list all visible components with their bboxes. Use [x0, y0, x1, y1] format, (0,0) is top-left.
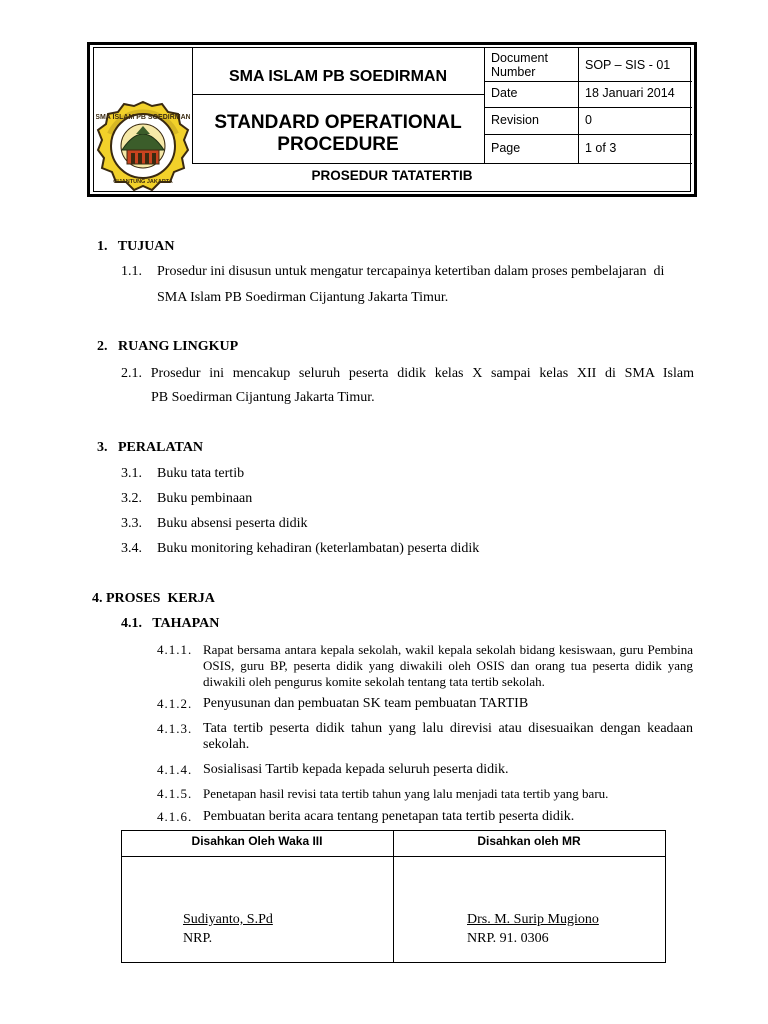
meta-value-page: 1 of 3	[585, 141, 617, 155]
step-4-1-6-text: Pembuatan berita acara tentang penetapan tata tertib peserta didik.	[203, 809, 575, 824]
section-1-1-text: Prosedur ini disusun untuk mengatur tercapainya ketertiban dalam proses pembelajaran di	[157, 264, 665, 279]
section-3-4-number: 3.4.	[121, 541, 142, 556]
step-4-1-4-number: 4.1.4.	[157, 762, 193, 777]
approval-right-header: Disahkan oleh MR	[477, 834, 581, 848]
section-3-1-text: Buku tata tertib	[157, 466, 245, 481]
section-3-3-number: 3.3.	[121, 516, 142, 531]
step-4-1-3-number: 4.1.3.	[157, 721, 193, 736]
section-2-1-text: 2.1. Prosedur ini mencakup seluruh peserta didik kelas X sampai kelas XII di SMA Islam	[121, 366, 694, 381]
approval-left-header: Disahkan Oleh Waka III	[191, 834, 323, 848]
section-3-1-number: 3.1.	[121, 466, 142, 481]
approval-right-signer-nrp: NRP. 91. 0306	[467, 931, 549, 946]
step-4-1-5-text: Penetapan hasil revisi tata tertib tahun yang lalu menjadi tata tertib yang baru.	[203, 786, 609, 801]
section-4-1-title: 4.1. TAHAPAN	[121, 616, 220, 631]
procedure-title: PROSEDUR TATATERTIB	[311, 168, 473, 183]
step-4-1-2-text: Penyusunan dan pembuatan SK team pembuatan TARTIB	[203, 696, 529, 711]
section-4-title: 4. PROSES KERJA	[92, 591, 215, 606]
section-3-3-text: Buku absensi peserta didik	[157, 516, 308, 531]
meta-key-date: Date	[491, 86, 518, 100]
step-4-1-1-number: 4.1.1.	[157, 642, 193, 657]
meta-value-date: 18 Januari 2014	[585, 86, 675, 100]
step-4-1-2-number: 4.1.2.	[157, 696, 193, 711]
meta-key-document-number: Document Number	[491, 51, 548, 79]
step-4-1-4-text: Sosialisasi Tartib kepada kepada seluruh peserta didik.	[203, 762, 509, 777]
approval-left-signer-nrp: NRP.	[183, 931, 213, 946]
section-1-1-text-cont: SMA Islam PB Soedirman Cijantung Jakarta Timur.	[157, 290, 449, 305]
document-title-line2: PROCEDURE	[277, 134, 399, 155]
approval-left-signer-name: Sudiyanto, S.Pd	[183, 912, 273, 927]
section-2-title: 2. RUANG LINGKUP	[97, 339, 239, 354]
meta-key-revision: Revision	[491, 113, 539, 127]
svg-text:SMA ISLAM PB SOEDIRMAN: SMA ISLAM PB SOEDIRMAN	[96, 114, 190, 121]
meta-key-page: Page	[491, 141, 521, 155]
logo-emblem-icon	[96, 102, 190, 190]
section-3-2-text: Buku pembinaan	[157, 491, 253, 506]
meta-value-revision: 0	[585, 113, 592, 127]
section-1-1-number: 1.1.	[121, 264, 142, 279]
approval-right-signer-name: Drs. M. Surip Mugiono	[467, 912, 599, 927]
step-4-1-5-number: 4.1.5.	[157, 786, 193, 801]
meta-value-document-number: SOP – SIS - 01	[585, 58, 671, 72]
section-1-title: 1. TUJUAN	[97, 239, 175, 254]
school-logo	[96, 100, 190, 196]
section-2-1-text-cont: PB Soedirman Cijantung Jakarta Timur.	[151, 390, 375, 405]
section-3-2-number: 3.2.	[121, 491, 142, 506]
step-4-1-3-text: Tata tertib peserta didik tahun yang lalu direvisi atau disesuaikan dengan keadaan sekolah.	[203, 721, 693, 752]
document-title-line1: STANDARD OPERATIONAL	[214, 112, 462, 133]
school-name: SMA ISLAM PB SOEDIRMAN	[228, 68, 448, 85]
section-3-title: 3. PERALATAN	[97, 440, 204, 455]
step-4-1-1-text: Rapat bersama antara kepala sekolah, wakil kepala sekolah bidang kesiswaan, guru Pembina OSIS, guru BP, peserta didik yang diwakili oleh OSIS dan orang tua peserta didik yang diwakili oleh pengurus komite sekolah tentang tata tertib sekolah.	[203, 642, 693, 689]
document-title	[192, 112, 484, 156]
svg-text:CIJANTUNG JAKARTA: CIJANTUNG JAKARTA	[113, 179, 173, 185]
step-4-1-6-number: 4.1.6.	[157, 809, 193, 824]
section-3-4-text: Buku monitoring kehadiran (keterlambatan) peserta didik	[157, 541, 480, 556]
